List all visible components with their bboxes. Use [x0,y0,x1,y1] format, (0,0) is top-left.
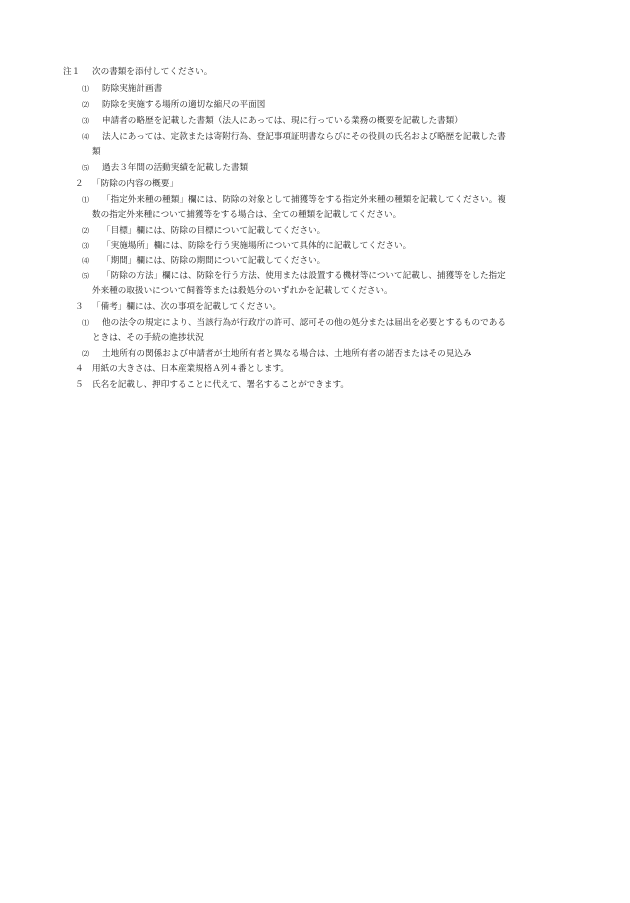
note-3-item-1-continuation: ときは、その手続の進捗状況 [92,333,204,343]
note-1-text: 次の書類を添付してください。 [92,67,213,77]
note-1-item-2-num: ⑵ [82,101,89,109]
note-2-item-1-num: ⑴ [82,196,89,204]
note-2-item-3-text: 「実施場所」欄には、防除を行う実施場所について具体的に記載してください。 [102,241,412,251]
note-1-item-3-text: 申請者の略歴を記載した書類（法人にあっては、現に行っている業務の概要を記載した書類） [102,116,463,126]
note-1-label: 注１ [63,67,81,77]
note-1-item-4-continuation: 類 [92,147,101,157]
note-2-label: ２ [75,179,84,189]
note-5-label: ５ [75,380,84,390]
note-1-item-5-text: 過去３年間の活動実績を記載した書類 [102,163,249,173]
note-4-text: 用紙の大きさは、日本産業規格Ａ列４番とします。 [92,364,289,374]
note-1-item-1-text: 防除実施計画書 [102,84,163,94]
note-3-item-2-text: 土地所有の関係および申請者が土地所有者と異なる場合は、土地所有者の諾否またはその見込み [102,349,472,359]
note-2-item-5-continuation: 外来種の取扱いについて飼養等または殺処分のいずれかを記載してください。 [92,286,393,296]
note-1-item-4-num: ⑷ [82,133,89,141]
note-1-item-4-text: 法人にあっては、定款または寄附行為、登記事項証明書ならびにその役員の氏名および略歴を記載した書 [102,132,506,142]
note-3-label: ３ [75,302,84,312]
note-1-item-3-num: ⑶ [82,117,89,125]
note-2-item-5-num: ⑸ [82,272,89,280]
note-2-item-1-continuation: 数の指定外来種について捕獲等をする場合は、全ての種類を記載してください。 [92,210,402,220]
note-5-text: 氏名を記載し、押印することに代えて、署名することができます。 [92,380,349,390]
note-3-text: 「備考」欄には、次の事項を記載してください。 [92,302,282,312]
note-2-item-2-text: 「目標」欄には、防除の目標について記載してください。 [102,226,326,236]
note-2-item-1-text: 「指定外来種の種類」欄には、防除の対象として捕獲等をする指定外来種の種類を記載してください。複 [102,195,506,205]
note-1-item-1-num: ⑴ [82,85,89,93]
note-3-item-1-num: ⑴ [82,319,89,327]
note-1-item-2-text: 防除を実施する場所の適切な縮尺の平面図 [102,100,266,110]
note-2-text: 「防除の内容の概要」 [92,179,178,189]
note-2-item-2-num: ⑵ [82,227,89,235]
note-2-item-4-num: ⑷ [82,257,89,265]
note-1-item-5-num: ⑸ [82,164,89,172]
note-2-item-5-text: 「防除の方法」欄には、防除を行う方法、使用または設置する機材等について記載し、捕獲等をした指定 [102,271,506,281]
note-3-item-1-text: 他の法令の規定により、当該行為が行政庁の許可、認可その他の処分または届出を必要とするものである [102,318,506,328]
note-4-label: ４ [75,364,84,374]
note-2-item-3-num: ⑶ [82,242,89,250]
note-2-item-4-text: 「期間」欄には、防除の期間について記載してください。 [102,256,326,266]
note-3-item-2-num: ⑵ [82,350,89,358]
